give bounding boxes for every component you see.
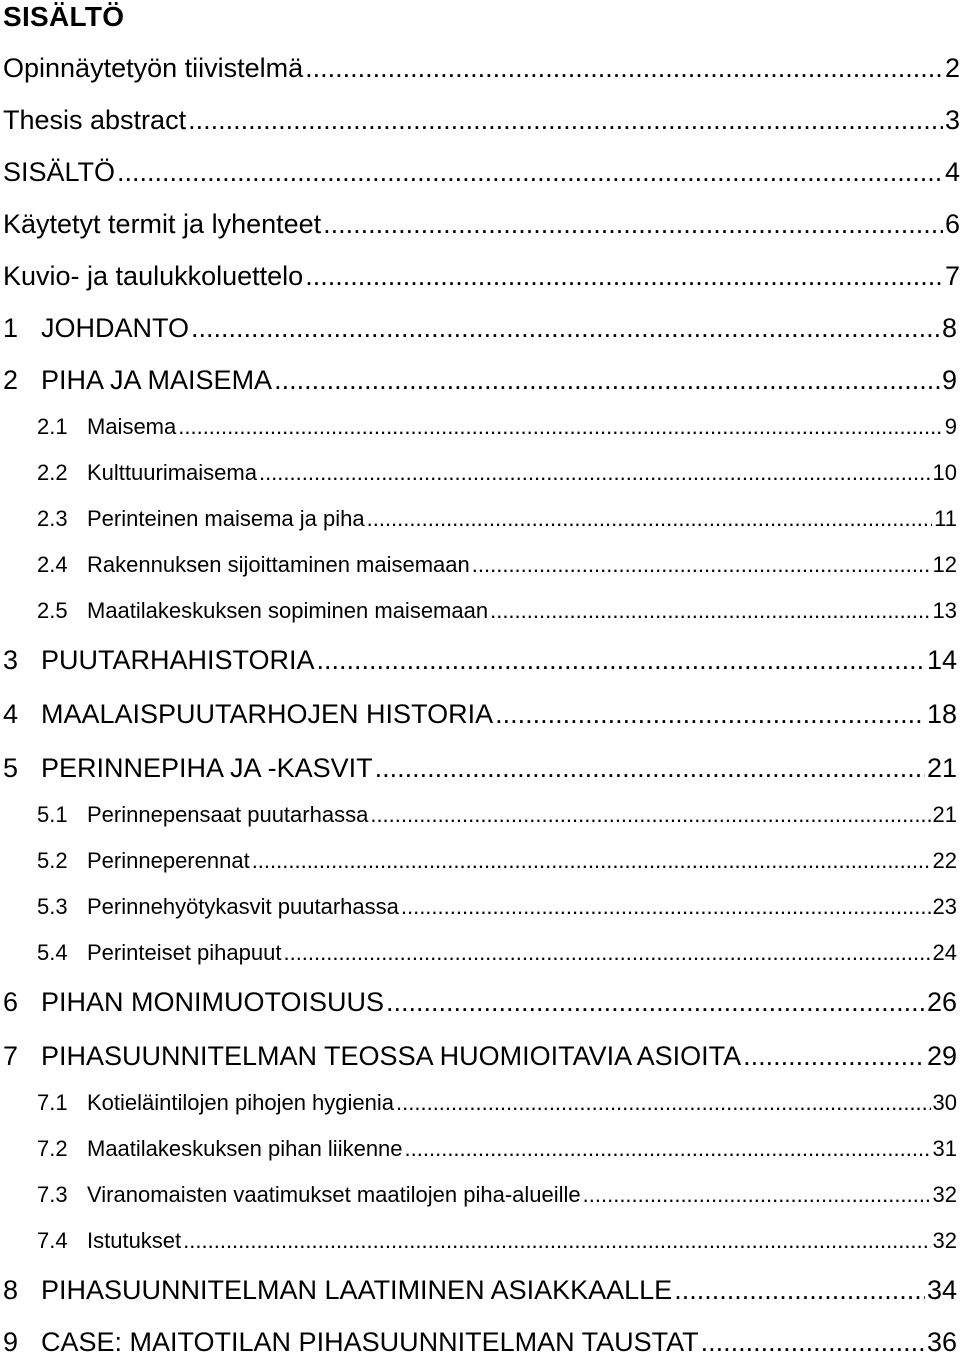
- dot-leader: [323, 208, 943, 240]
- toc-entry-page: 29: [926, 1041, 957, 1071]
- toc-entry-label: Kuvio- ja taulukkoluettelo: [3, 261, 304, 291]
- dot-leader: [401, 894, 931, 920]
- dot-leader: [283, 940, 930, 966]
- dot-leader: [375, 752, 925, 784]
- toc-entry[interactable]: [0, 598, 957, 624]
- toc-entry-number: 7.3: [37, 1182, 68, 1207]
- toc-entry-page: 36: [926, 1327, 957, 1357]
- toc-entry-page: 34: [926, 1275, 957, 1305]
- toc-entry[interactable]: [0, 156, 960, 188]
- toc-entry-page: 31: [932, 1136, 957, 1161]
- dot-leader: [274, 364, 940, 396]
- dot-leader: [396, 1090, 931, 1116]
- toc-entry-page: 7: [944, 261, 960, 291]
- toc-entry-number: 5: [3, 753, 19, 783]
- toc-entry[interactable]: [0, 104, 960, 136]
- toc-entry[interactable]: [0, 52, 960, 84]
- toc-entry[interactable]: [0, 460, 957, 486]
- toc-entry-label: PERINNEPIHA JA -KASVIT: [41, 753, 373, 783]
- toc-entry-number: 7.4: [37, 1228, 68, 1253]
- toc-entry-number: 2.4: [37, 552, 68, 577]
- dot-leader: [117, 156, 943, 188]
- toc-entry-label: Kulttuurimaisema: [87, 460, 257, 485]
- toc-entry-label: Kotieläintilojen pihojen hygienia: [87, 1090, 395, 1115]
- toc-entry[interactable]: [0, 260, 960, 292]
- toc-entry-label: Maatilakeskuksen pihan liikenne: [87, 1136, 403, 1161]
- toc-entry[interactable]: [0, 848, 957, 874]
- toc-entry[interactable]: [0, 1326, 957, 1358]
- dot-leader: [183, 1228, 930, 1254]
- dot-leader: [674, 1274, 925, 1306]
- toc-entry-label: PIHASUUNNITELMAN LAATIMINEN ASIAKKAALLE: [41, 1275, 673, 1305]
- dot-leader: [191, 312, 940, 344]
- toc-entry[interactable]: [0, 986, 957, 1018]
- toc-entry-page: 8: [941, 313, 957, 343]
- toc-entry-page: 12: [932, 552, 957, 577]
- toc-entry-page: 9: [941, 365, 957, 395]
- dot-leader: [405, 1136, 931, 1162]
- toc-entry-label: Viranomaisten vaatimukset maatilojen piha-alueille: [87, 1182, 581, 1207]
- toc-entry-label: PIHAN MONIMUOTOISUUS: [41, 987, 385, 1017]
- toc-entry-page: 11: [934, 506, 957, 531]
- toc-entry[interactable]: [0, 414, 957, 440]
- toc-entry[interactable]: [0, 208, 960, 240]
- dot-leader: [495, 698, 925, 730]
- dot-leader: [386, 986, 925, 1018]
- toc-entry-label: Käytetyt termit ja lyhenteet: [3, 209, 322, 239]
- dot-leader: [472, 552, 931, 578]
- toc-entry-number: 7: [3, 1041, 19, 1071]
- dot-leader: [367, 506, 933, 532]
- toc-entry-label: PUUTARHAHISTORIA: [41, 645, 315, 675]
- toc-entry-number: 2.3: [37, 506, 68, 531]
- toc-entry-label: Perinteiset pihapuut: [87, 940, 282, 965]
- toc-entry-page: 21: [932, 802, 957, 827]
- toc-entry-page: 32: [932, 1228, 957, 1253]
- toc-entry[interactable]: [0, 1090, 957, 1116]
- toc-entry-page: 21: [926, 753, 957, 783]
- toc-entry-number: 1: [3, 313, 19, 343]
- toc-entry-label: Maatilakeskuksen sopiminen maisemaan: [87, 598, 489, 623]
- toc-entry-number: 3: [3, 645, 19, 675]
- toc-entry-number: 5.2: [37, 848, 68, 873]
- toc-entry[interactable]: [0, 752, 957, 784]
- toc-entry-page: 30: [932, 1090, 957, 1115]
- dot-leader: [583, 1182, 931, 1208]
- toc-entry-label: Perinneperennat: [87, 848, 250, 873]
- toc-entry[interactable]: [0, 506, 957, 532]
- toc-entry[interactable]: [0, 1228, 957, 1254]
- toc-entry-page: 18: [926, 699, 957, 729]
- dot-leader: [370, 802, 930, 828]
- toc-entry-number: 2: [3, 365, 19, 395]
- toc-entry-page: 32: [932, 1182, 957, 1207]
- toc-entry-number: 2.2: [37, 460, 68, 485]
- toc-entry[interactable]: [0, 1274, 957, 1306]
- toc-entry-page: 2: [944, 53, 960, 83]
- toc-entry-number: 5.4: [37, 940, 68, 965]
- toc-entry-number: 2.5: [37, 598, 68, 623]
- toc-entry-number: 5.1: [37, 802, 68, 827]
- toc-entry-label: Rakennuksen sijoittaminen maisemaan: [87, 552, 470, 577]
- toc-entry-number: 9: [3, 1327, 19, 1357]
- toc-entry-page: 10: [932, 460, 957, 485]
- toc-entry-page: 24: [932, 940, 957, 965]
- dot-leader: [188, 104, 943, 136]
- toc-entry-page: 13: [932, 598, 957, 623]
- toc-entry[interactable]: [0, 698, 957, 730]
- toc-entry-page: 4: [944, 157, 960, 187]
- toc-entry[interactable]: [0, 312, 957, 344]
- toc-entry-page: 23: [932, 894, 957, 919]
- toc-entry-label: Maisema: [87, 414, 177, 439]
- toc-entry-label: Perinnehyötykasvit puutarhassa: [87, 894, 399, 919]
- toc-entry-label: CASE: MAITOTILAN PIHASUUNNITELMAN TAUSTAT: [41, 1327, 699, 1357]
- toc-entry[interactable]: [0, 364, 957, 396]
- toc-entry-label: Istutukset: [87, 1228, 182, 1253]
- dot-leader: [259, 460, 931, 486]
- toc-entry-label: Thesis abstract: [3, 105, 187, 135]
- toc-entry-number: 4: [3, 699, 19, 729]
- toc-entry-page: 9: [944, 414, 957, 439]
- dot-leader: [701, 1326, 925, 1358]
- toc-entry[interactable]: [0, 644, 957, 676]
- dot-leader: [178, 414, 943, 440]
- toc-entry-page: 22: [932, 848, 957, 873]
- toc-entry[interactable]: [0, 552, 957, 578]
- dot-leader: [490, 598, 930, 624]
- toc-entry-number: 7.2: [37, 1136, 68, 1161]
- toc-entry-label: Perinteinen maisema ja piha: [87, 506, 365, 531]
- toc-entry-number: 7.1: [37, 1090, 68, 1115]
- dot-leader: [252, 848, 931, 874]
- toc-entry-label: JOHDANTO: [41, 313, 190, 343]
- dot-leader: [305, 52, 943, 84]
- toc-entry[interactable]: [0, 940, 957, 966]
- toc-entry-number: 5.3: [37, 894, 68, 919]
- toc-heading: SISÄLTÖ: [3, 1, 125, 32]
- dot-leader: [743, 1040, 925, 1072]
- toc-entry-label: PIHASUUNNITELMAN TEOSSA HUOMIOITAVIA ASIOITA: [41, 1041, 742, 1071]
- toc-entry[interactable]: [0, 1182, 957, 1208]
- toc-entry[interactable]: [0, 894, 957, 920]
- toc-entry[interactable]: [0, 1136, 957, 1162]
- dot-leader: [305, 260, 943, 292]
- dot-leader: [317, 644, 925, 676]
- toc-entry-page: 26: [926, 987, 957, 1017]
- toc-entry-page: 3: [944, 105, 960, 135]
- toc-entry[interactable]: [0, 1040, 957, 1072]
- toc-entry-label: PIHA JA MAISEMA: [41, 365, 273, 395]
- toc-entry-number: 8: [3, 1275, 19, 1305]
- toc-entry-number: 2.1: [37, 414, 68, 439]
- toc-entry[interactable]: [0, 802, 957, 828]
- toc-entry-page: 6: [944, 209, 960, 239]
- toc-entry-label: Opinnäytetyön tiivistelmä: [3, 53, 304, 83]
- toc-entry-label: Perinnepensaat puutarhassa: [87, 802, 369, 827]
- toc-entry-label: SISÄLTÖ: [3, 157, 116, 187]
- toc-entry-label: MAALAISPUUTARHOJEN HISTORIA: [41, 699, 494, 729]
- toc-entry-page: 14: [926, 645, 957, 675]
- toc-entry-number: 6: [3, 987, 19, 1017]
